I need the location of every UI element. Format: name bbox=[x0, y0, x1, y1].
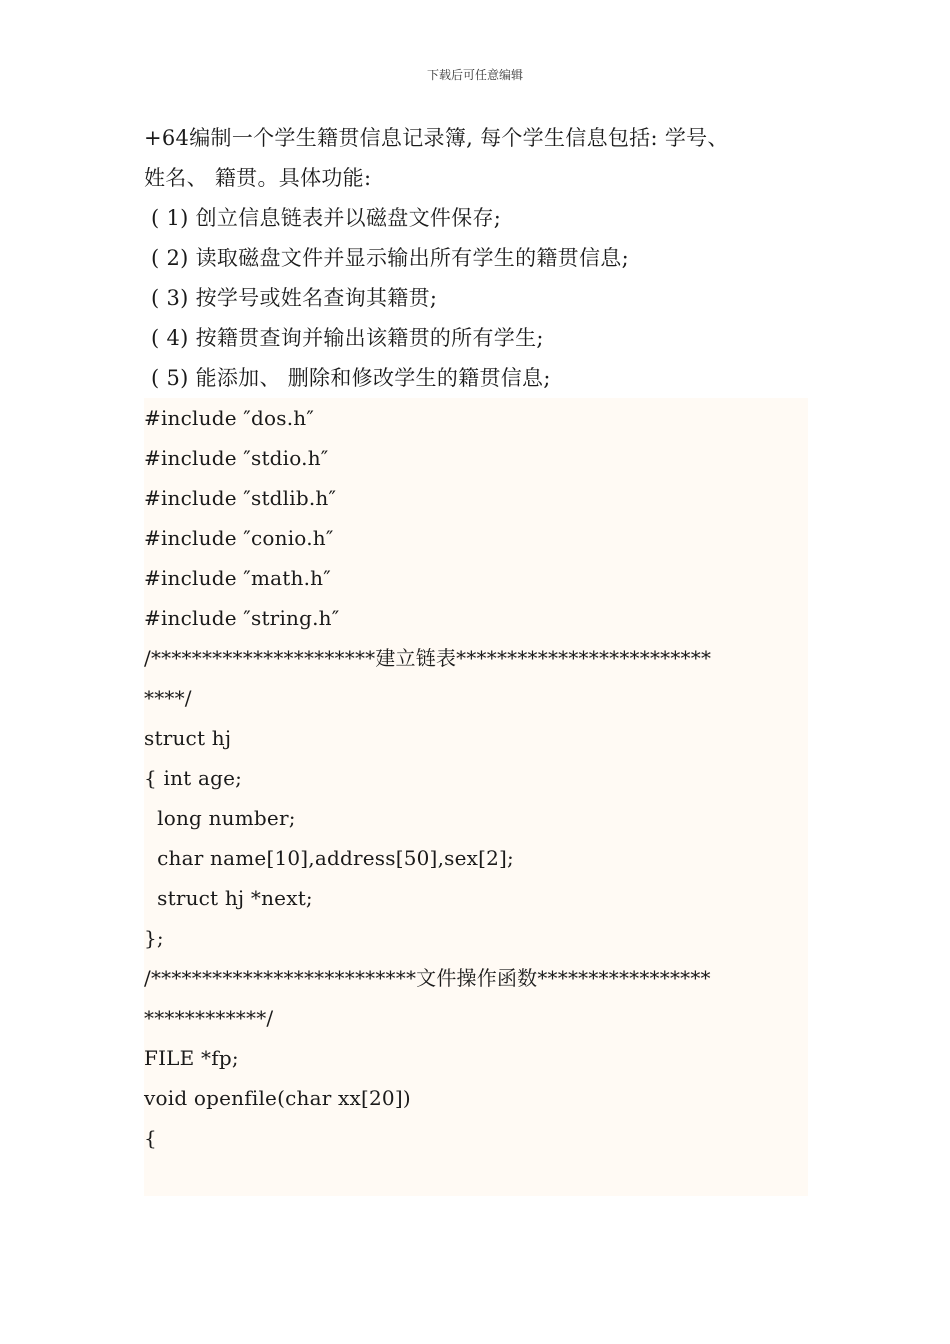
intro-line: ( 3) 按学号或姓名查询其籍贯; bbox=[144, 286, 438, 310]
intro-line: +64编制一个学生籍贯信息记录簿, 每个学生信息包括: 学号、 bbox=[144, 126, 729, 150]
code-line: #include ″math.h″ bbox=[144, 566, 331, 590]
intro-line: 姓名、 籍贯。具体功能: bbox=[144, 166, 372, 190]
code-block bbox=[144, 398, 808, 1196]
code-line: #include ″conio.h″ bbox=[144, 526, 334, 550]
code-line: void openfile(char xx[20]) bbox=[144, 1086, 411, 1110]
document-body bbox=[144, 118, 808, 1196]
code-line: { bbox=[144, 1126, 157, 1150]
intro-line: ( 5) 能添加、 删除和修改学生的籍贯信息; bbox=[144, 366, 551, 390]
code-line: #include ″dos.h″ bbox=[144, 406, 314, 430]
code-line: ****/ bbox=[144, 686, 192, 710]
intro-line: ( 4) 按籍贯查询并输出该籍贯的所有学生; bbox=[144, 326, 544, 350]
code-line: ************/ bbox=[144, 1006, 274, 1030]
code-line: #include ″stdlib.h″ bbox=[144, 486, 337, 510]
intro-line: ( 1) 创立信息链表并以磁盘文件保存; bbox=[144, 206, 502, 230]
code-line: /**********************建立链表************************* bbox=[144, 646, 712, 670]
code-line: struct hj bbox=[144, 726, 232, 750]
code-line: struct hj *next; bbox=[144, 886, 313, 910]
code-line: /**************************文件操作函数***************** bbox=[144, 966, 711, 990]
code-line: #include ″stdio.h″ bbox=[144, 446, 329, 470]
code-line: FILE *fp; bbox=[144, 1046, 239, 1070]
page-header: 下载后可任意编辑 bbox=[426, 68, 523, 82]
code-line: long number; bbox=[144, 806, 296, 830]
code-line: char name[10],address[50],sex[2]; bbox=[144, 846, 514, 870]
code-line: { int age; bbox=[144, 766, 243, 790]
intro-line: ( 2) 读取磁盘文件并显示输出所有学生的籍贯信息; bbox=[144, 246, 629, 270]
code-line: #include ″string.h″ bbox=[144, 606, 340, 630]
problem-description bbox=[144, 118, 808, 398]
code-line: }; bbox=[144, 926, 164, 950]
